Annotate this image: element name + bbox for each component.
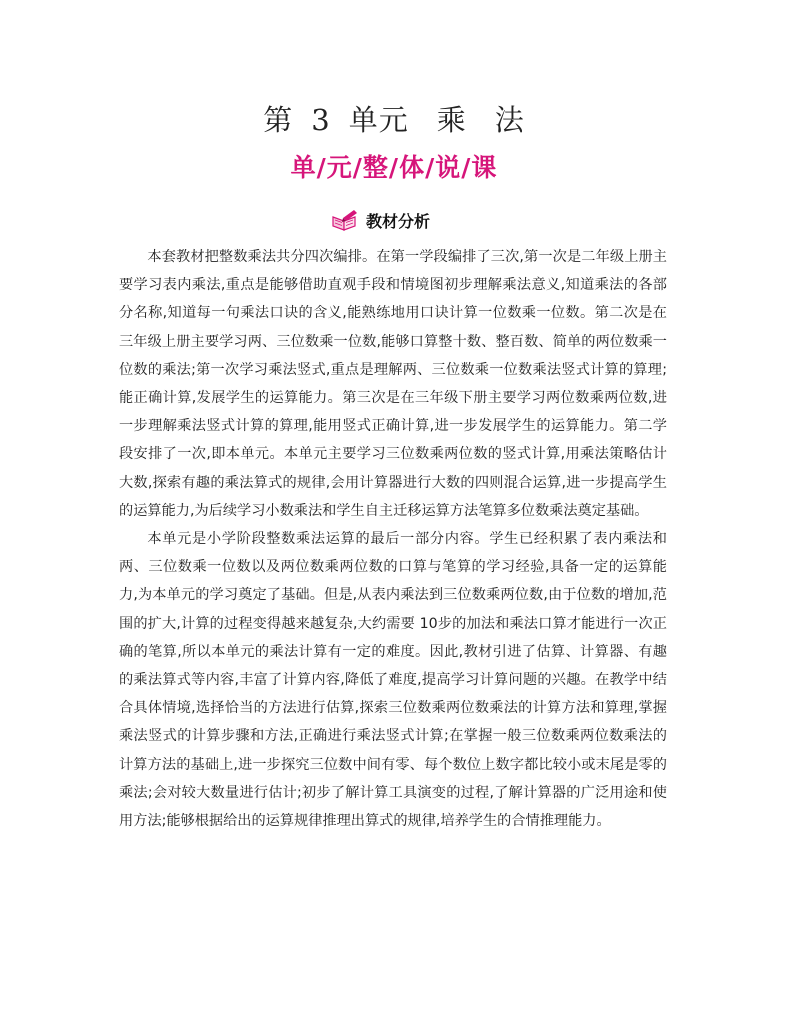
paragraph: 本单元是小学阶段整数乘法运算的最后一部分内容。学生已经积累了表内乘法和两、三位数乘一位数以及两位数乘两位数的口算与笔算的学习经验,具备一定的运算能力,为本单元的学习奠定了基础。但是,从表内乘法到三位数乘两位数,由于位数的增加,范围的扩大,计算的过程变得越来越复杂,大约需要 10步的加法和乘法口算才能进行一次正确的笔算,所以本单元的乘法计算有一定的难度。因此,教材引进了估算、计算器、有趣的乘法算式等内容,丰富了计算内容,降低了难度,提高学习计算问题的兴趣。在教学中结合具体情境,选择恰当的方法进行估算,探索三位数乘两位数乘法的计算方法和算理,掌握乘法竖式的计算步骤和方法,正确进行乘法竖式计算;在掌握一般三位数乘两位数乘法的计算方法的基础上,进一步探究三位数中间有零、每个数位上数字都比较小或末尾是零的乘法;会对较大数量进行估计;初步了解计算工具演变的过程,了解计算器的广泛用途和使用方法;能够根据给出的运算规律推理出算式的规律,培养学生的合情推理能力。	[119, 531, 667, 830]
unit-overview-subtitle: 单/元/整/体/说/课	[290, 153, 498, 182]
body-text	[119, 243, 667, 835]
chapter-unit: 单元	[348, 103, 409, 137]
paragraph: 本套教材把整数乘法共分四次编排。在第一学段编排了三次,第一次是二年级上册主要学习表内乘法,重点是能够借助直观手段和情境图初步理解乘法意义,知道乘法的各部分名称,知道每一句乘法口诀的含义,能熟练地用口诀计算一位数乘一位数。第二次是在三年级上册主要学习两、三位数乘一位数,能够口算整十数、整百数、简单的两位数乘一位数的乘法;第一次学习乘法竖式,重点是理解两、三位数乘一位数乘法竖式计算的算理;能正确计算,发展学生的运算能力。第三次是在三年级下册主要学习两位数乘两位数,进一步理解乘法竖式计算的算理,能用竖式正确计算,进一步发展学生的运算能力。第二学段安排了一次,即本单元。本单元主要学习三位数乘两位数的竖式计算,用乘法策略估计大数,探索有趣的乘法算式的规律,会用计算器进行大数的四则混合运算,进一步提高学生的运算能力,为后续学习小数乘法和学生自主迁移运算方法笔算多位数乘法奠定基础。	[119, 249, 667, 519]
section-heading	[330, 208, 430, 232]
chapter-number: 3	[311, 103, 331, 137]
section-heading-label: 教材分析	[366, 211, 431, 231]
chapter-name-char1: 乘	[436, 103, 467, 137]
chapter-title	[0, 98, 788, 139]
chapter-prefix: 第	[263, 103, 294, 137]
book-pen-icon	[330, 209, 360, 231]
chapter-name-char2: 法	[494, 103, 525, 137]
